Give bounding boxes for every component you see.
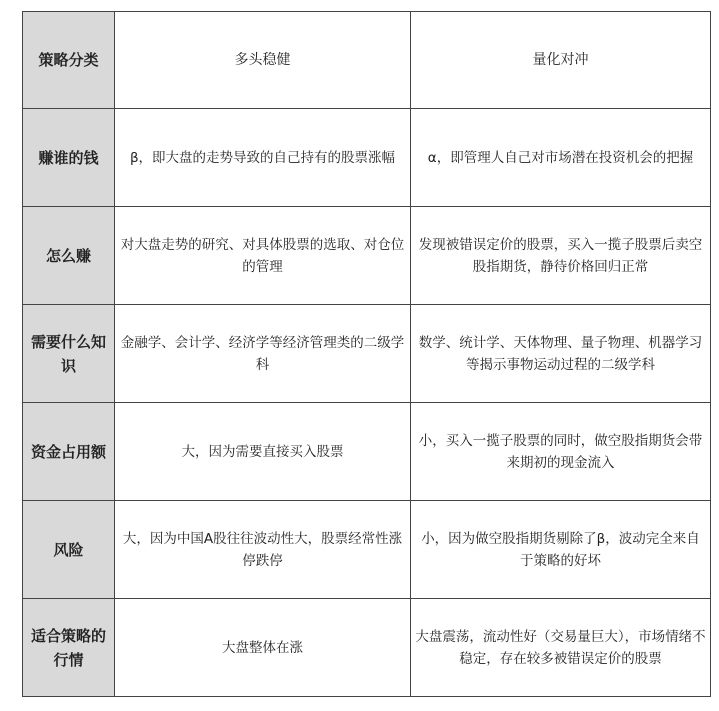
cell-quant-hedge: 发现被错误定价的股票，买入一揽子股票后卖空股指期货，静待价格回归正常: [411, 207, 711, 305]
row-label-capital-usage: 资金占用额: [23, 403, 115, 501]
header-quant-hedge-cell: 量化对冲: [411, 12, 711, 109]
cell-long-stable: 对大盘走势的研究、对具体股票的选取、对仓位的管理: [115, 207, 411, 305]
cell-quant-hedge: α，即管理人自己对市场潜在投资机会的把握: [411, 109, 711, 207]
table-row: [23, 207, 711, 305]
row-label-knowledge: 需要什么知识: [23, 305, 115, 403]
table-row: [23, 599, 711, 697]
cell-long-stable: 金融学、会计学、经济学等经济管理类的二级学科: [115, 305, 411, 403]
header-row: [23, 12, 711, 109]
header-long-stable-cell: 多头稳健: [115, 12, 411, 109]
table-row: [23, 403, 711, 501]
cell-long-stable: 大，因为需要直接买入股票: [115, 403, 411, 501]
table-row: [23, 305, 711, 403]
cell-long-stable: β，即大盘的走势导致的自己持有的股票涨幅: [115, 109, 411, 207]
strategy-comparison-table: [22, 11, 711, 697]
row-label-how-to-earn: 怎么赚: [23, 207, 115, 305]
header-category-cell: 策略分类: [23, 12, 115, 109]
cell-quant-hedge: 数学、统计学、天体物理、量子物理、机器学习等揭示事物运动过程的二级学科: [411, 305, 711, 403]
cell-long-stable: 大，因为中国A股往往波动性大，股票经常性涨停跌停: [115, 501, 411, 599]
row-label-risk: 风险: [23, 501, 115, 599]
cell-quant-hedge: 小，因为做空股指期货剔除了β，波动完全来自于策略的好坏: [411, 501, 711, 599]
cell-long-stable: 大盘整体在涨: [115, 599, 411, 697]
cell-quant-hedge: 小，买入一揽子股票的同时，做空股指期货会带来期初的现金流入: [411, 403, 711, 501]
table-row: [23, 109, 711, 207]
row-label-whose-money: 赚谁的钱: [23, 109, 115, 207]
table-row: [23, 501, 711, 599]
row-label-suitable-market: 适合策略的行情: [23, 599, 115, 697]
cell-quant-hedge: 大盘震荡，流动性好（交易量巨大），市场情绪不稳定，存在较多被错误定价的股票: [411, 599, 711, 697]
